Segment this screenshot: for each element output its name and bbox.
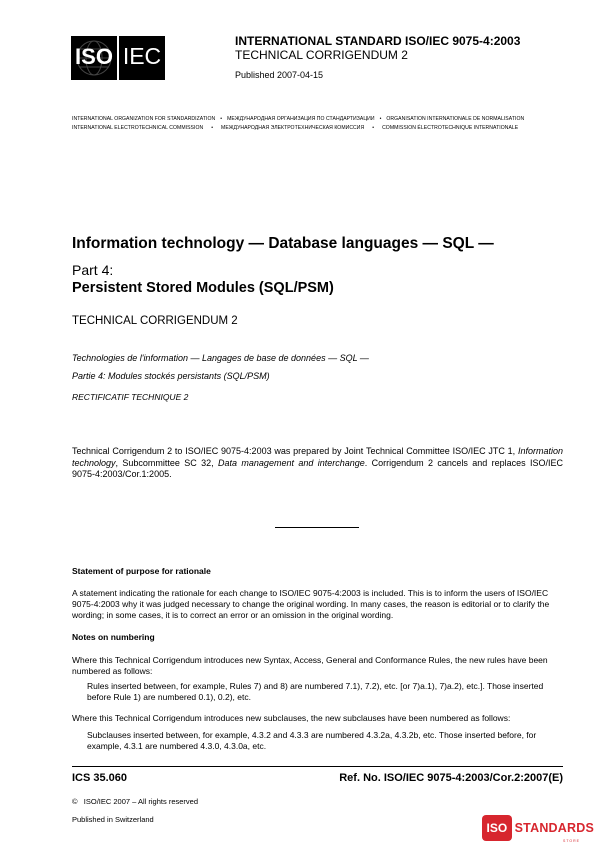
org-iso-ru: МЕЖДУНАРОДНАЯ ОРГАНИЗАЦИЯ ПО СТАНДАРТИЗАЦИИ — [227, 116, 375, 122]
numbering-heading: Notes on numbering — [72, 632, 155, 642]
published-date: Published 2007-04-15 — [235, 70, 324, 80]
iec-logo — [119, 36, 165, 80]
published-in: Published in Switzerland — [72, 815, 154, 824]
corrigendum-label: TECHNICAL CORRIGENDUM 2 — [72, 315, 238, 327]
numbering-rules-text: Where this Technical Corrigendum introduces new Syntax, Access, General and Conformance Rules, the new rules have been numbered as follows: — [72, 655, 548, 676]
numbering-rules-example: Rules inserted between, for example, Rules 7) and 8) are numbered 7.1), 7.2), etc. [or 7)a.1), 7)a.2), etc.]. Those inserted before Rule 1) are numbered 0.1), 0.2), etc. — [87, 681, 544, 702]
reference-number: Ref. No. ISO/IEC 9075-4:2003/Cor.2:2007(E) — [339, 772, 563, 784]
iso-logo-text: ISO — [75, 44, 113, 69]
numbering-subclauses-example: Subclauses inserted between, for example, 4.3.2 and 4.3.3 are numbered 4.3.2a, 4.3.2b, etc. Those inserted before, for example, 4.3.1 are numbered 4.3.0, 4.3.0a, etc. — [87, 730, 537, 751]
org-iec-ru: МЕЖДУНАРОДНАЯ ЭЛЕКТРОТЕХНИЧЕСКАЯ КОМИССИЯ — [221, 125, 365, 131]
french-part-title: Partie 4: Modules stockés persistants (SQL/PSM) — [72, 371, 270, 381]
intro-text-b: , Subcommittee SC 32, — [115, 457, 219, 468]
org-row-1 — [72, 116, 524, 122]
iso-iec-logo — [71, 36, 165, 80]
rationale-text: A statement indicating the rationale for each change to ISO/IEC 9075-4:2003 is included. This is to inform the users of ISO/IEC 9075-4:2003 why it was judged necessary to change the original wording. In many cases, the reason is editorial or to clarify the wording; in some cases, it is to correct an error or an omission in the original wording. — [72, 588, 550, 620]
org-row-2 — [72, 125, 518, 131]
intro-italic-1: Information technology — [72, 446, 563, 468]
org-separator: • — [372, 125, 375, 131]
intro-italic-2: Data management and interchange — [218, 457, 365, 468]
document-main-title: Information technology — Database languages — SQL — — [72, 235, 494, 252]
org-separator: • — [211, 125, 214, 131]
corrigendum-title: TECHNICAL CORRIGENDUM 2 — [235, 48, 408, 62]
intro-paragraph — [72, 446, 563, 481]
stamp-word: STANDARDS — [514, 821, 594, 835]
section-divider — [275, 527, 359, 528]
stamp-small-text: STORE — [563, 839, 580, 843]
copyright-notice: © ISO/IEC 2007 – All rights reserved — [72, 797, 198, 806]
footer-divider — [72, 766, 563, 767]
standard-title: INTERNATIONAL STANDARD ISO/IEC 9075-4:2003 — [235, 34, 521, 48]
intro-text-a: Technical Corrigendum 2 to ISO/IEC 9075-4:2003 was prepared by Joint Technical Committee ISO/IEC JTC 1, — [72, 446, 518, 456]
part-number: Part 4: — [72, 262, 114, 278]
part-title: Persistent Stored Modules (SQL/PSM) — [72, 280, 334, 296]
intro-text-c: . Corrigendum 2 cancels and replaces ISO/IEC 9075-4:2003/Cor.1:2005. — [72, 457, 563, 479]
iso-logo — [71, 36, 117, 80]
org-iso-fr: ORGANISATION INTERNATIONALE DE NORMALISATION — [386, 116, 525, 122]
org-iec-en: INTERNATIONAL ELECTROTECHNICAL COMMISSION — [72, 125, 204, 131]
numbering-subclauses-text: Where this Technical Corrigendum introduces new subclauses, the new subclauses have been numbered as follows: — [72, 713, 511, 723]
org-iec-fr: COMMISSION ÉLECTROTECHNIQUE INTERNATIONALE — [382, 125, 519, 131]
stamp-iso-text: ISO — [486, 821, 508, 835]
org-separator: • — [220, 116, 223, 122]
stamp-iso-badge — [482, 815, 512, 841]
standards-store-stamp — [482, 813, 594, 843]
org-separator: • — [379, 116, 382, 122]
rationale-heading: Statement of purpose for rationale — [72, 566, 211, 576]
french-main-title: Technologies de l'information — Langages de base de données — SQL — — [72, 353, 369, 363]
org-iso-en: INTERNATIONAL ORGANIZATION FOR STANDARDIZATION — [72, 116, 216, 122]
french-corrigendum-label: RECTIFICATIF TECHNIQUE 2 — [72, 392, 189, 402]
ics-code: ICS 35.060 — [72, 772, 128, 784]
iec-logo-text: IEC — [122, 43, 162, 69]
